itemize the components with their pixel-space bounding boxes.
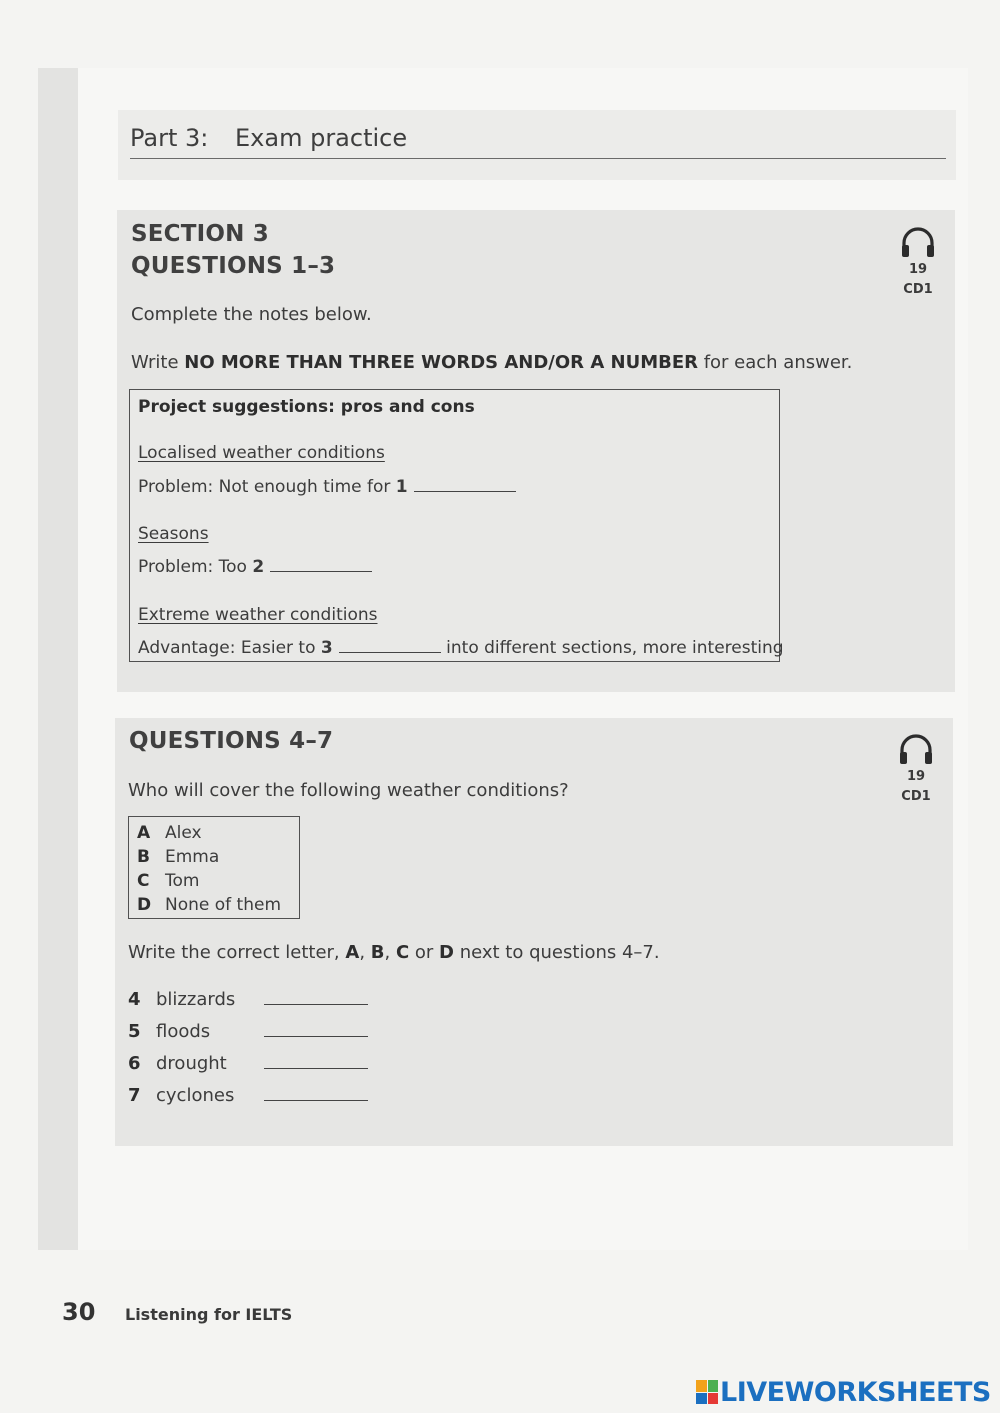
answer-blank-4[interactable] [264,991,368,1005]
notes-heading-extreme: Extreme weather conditions [138,605,378,625]
headphones-icon [897,733,935,767]
instruction-correct-letter: Write the correct letter, A, B, C or D next to questions 4–7. [128,942,660,963]
part-label: Part 3: [130,124,209,152]
notes-box [129,389,784,662]
page-margin-strip [38,68,78,1250]
section-label: SECTION 3 [131,221,270,247]
cd-label: CD1 [903,282,933,297]
audio-track-marker-2 [891,733,941,807]
track-number: 19 [906,769,926,784]
cd-label: CD1 [901,789,931,804]
answer-blank-5[interactable] [264,1023,368,1037]
instruction-complete-notes: Complete the notes below. [131,304,372,325]
answer-blank-1[interactable] [414,478,516,492]
instruction-word-limit: Write NO MORE THAN THREE WORDS AND/OR A NUMBER for each answer. [131,352,853,373]
headphones-icon [899,226,937,260]
question-4: 4 blizzards [128,989,368,1010]
notes-line-2: Problem: Too 2 [138,557,372,577]
question-number-2: 2 [252,557,265,577]
track-number: 19 [908,262,928,277]
question-number-3: 3 [320,638,333,658]
notes-line-1: Problem: Not enough time for 1 [138,477,516,497]
question-5: 5 floods [128,1021,368,1042]
options-box [128,816,300,919]
option-d: D None of them [137,895,282,915]
book-title: Listening for IELTS [125,1305,293,1324]
question-number-1: 1 [395,477,408,497]
liveworksheets-logo [696,1377,991,1407]
notes-heading-localised: Localised weather conditions [138,443,385,463]
answer-blank-3[interactable] [339,639,441,653]
part-title: Exam practice [235,124,408,152]
liveworksheets-text: LIVEWORKSHEETS [720,1376,991,1408]
answer-blank-6[interactable] [264,1055,368,1069]
question-7: 7 cyclones [128,1085,368,1106]
word-limit-bold: NO MORE THAN THREE WORDS AND/OR A NUMBER [184,352,698,373]
prompt-weather-conditions: Who will cover the following weather conditions? [128,780,569,801]
liveworksheets-icon [696,1380,718,1404]
notes-heading-seasons: Seasons [138,524,209,544]
option-b: B Emma [137,847,220,867]
question-6: 6 drought [128,1053,368,1074]
notes-line-3: Advantage: Easier to 3 into different sections, more interesting [138,638,784,658]
questions-4-7-label: QUESTIONS 4–7 [129,728,334,754]
notes-title: Project suggestions: pros and cons [138,397,475,417]
questions-1-3-label: QUESTIONS 1–3 [131,253,336,279]
answer-blank-7[interactable] [264,1087,368,1101]
audio-track-marker-1 [893,226,943,300]
option-c: C Tom [137,871,200,891]
answer-blank-2[interactable] [270,558,372,572]
page-number: 30 [62,1298,96,1326]
option-a: A Alex [137,823,202,843]
page-header [130,124,946,159]
